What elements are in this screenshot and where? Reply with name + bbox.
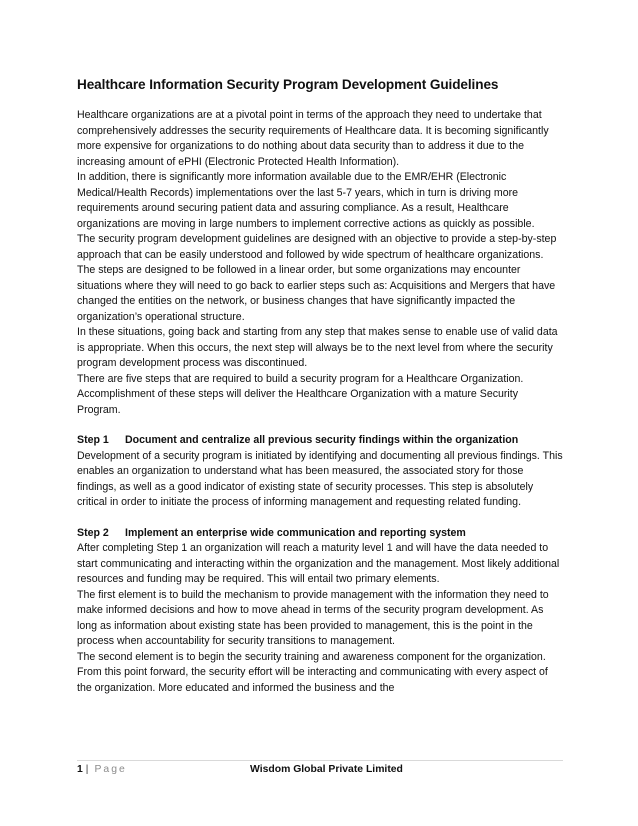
step-title: Implement an enterprise wide communication and reporting system [125, 526, 466, 539]
step-number: Step 1 [77, 434, 109, 446]
page-number: 1 [77, 764, 83, 775]
document-body [77, 76, 563, 696]
step-2-paragraph: After completing Step 1 an organization will reach a maturity level 1 and will have the data needed to start communicating and interacting within the organization and the management. Most likely additional resources and funding may be required. This will entail two primary elements. [77, 542, 560, 585]
intro-paragraph: There are five steps that are required to build a security program for a Healthcare Organization. Accomplishment of these steps will deliver the Healthcare Organization with a mature Security Program. [77, 372, 524, 416]
company-name: Wisdom Global Private Limited [250, 764, 403, 775]
step-2-heading [77, 526, 563, 542]
step-2-paragraph: The second element is to begin the security training and awareness component for the organization. From this point forward, the security effort will be interacting and communicating with every aspect of the organization. More educated and informed the business and the [77, 650, 548, 694]
intro-paragraph: In these situations, going back and starting from any step that makes sense to enable use of valid data is appropriate. When this occurs, the next step will always be to the next level from where the security program development process was discontinued. [77, 326, 558, 369]
document-title: Healthcare Information Security Program Development Guidelines [77, 77, 499, 92]
step-number: Step 2 [77, 526, 109, 539]
intro-paragraph: The security program development guidelines are designed with an objective to provide a step-by-step approach that can be easily understood and followed by wide spectrum of healthcare organizations. The steps are designed to be followed in a linear order, but some organizations may encounter situations where they will need to go back to earlier steps such as: Acquisitions and Mergers that have changed the entities on the network, or business changes that have significantly impacted the organization’s operational structure. [77, 233, 557, 323]
step-title: Document and centralize all previous security findings within the organization [125, 434, 519, 446]
step-1-paragraph: Development of a security program is initiated by identifying and documenting all previous findings. This enables an organization to understand what has been measured, the associated story for those findings, as well as a good indicator of existing state of security processes. This step is absolutely critical in order to initiate the process of informing management and requesting related funding. [77, 449, 563, 508]
page-label: Page [94, 764, 127, 775]
page-separator: | [85, 764, 89, 775]
page-footer [77, 763, 563, 777]
step-1-heading [77, 433, 563, 449]
footer-divider [77, 760, 563, 761]
intro-paragraph: Healthcare organizations are at a pivotal point in terms of the approach they need to undertake that comprehensively addresses the security requirements of Healthcare data. It is becoming significantly more expensive for organizations to do nothing about data security than to address it due to the increasing amount of ePHI (Electronic Protected Health Information). [77, 109, 549, 168]
intro-paragraph: In addition, there is significantly more information available due to the EMR/EHR (Electronic Medical/Health Records) implementations over the last 5-7 years, which in turn is driving more requirements around securing patient data and assuring compliance. As a result, Healthcare organizations are moving in large numbers to implement corrective actions as quickly as possible. [77, 171, 535, 230]
step-2-paragraph: The first element is to build the mechanism to provide management with the information they need to make informed decisions and how to move ahead in terms of the security program development. As long as information about existing state has been provided to management, this is the point in the process when accountability for security transitions to management. [77, 588, 549, 647]
